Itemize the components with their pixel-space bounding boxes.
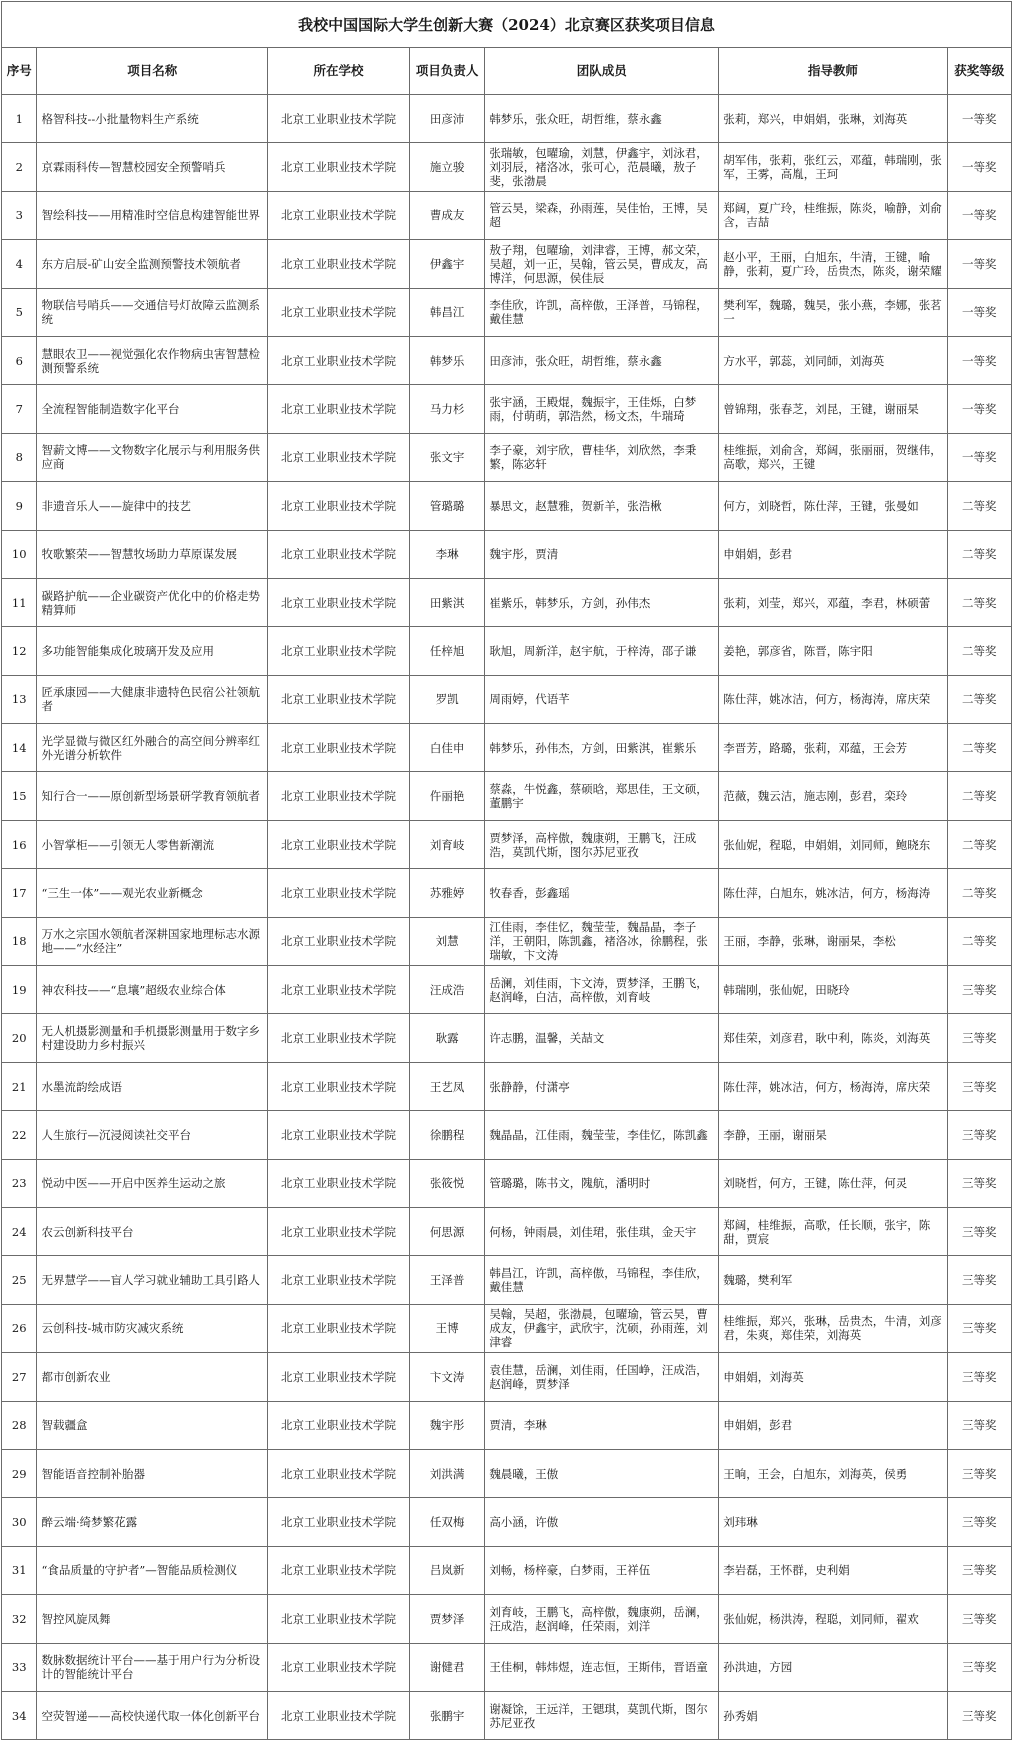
project-name-cell: 都市创新农业 xyxy=(37,1353,268,1401)
project-leader-cell: 张鹏宇 xyxy=(409,1691,484,1739)
project-leader-cell: 汪成浩 xyxy=(409,966,484,1014)
project-leader-cell: 罗凯 xyxy=(409,675,484,723)
project-name-cell: 知行合一——原创新型场景研学教育领航者 xyxy=(37,772,268,820)
row-index-cell: 7 xyxy=(2,385,37,433)
school-cell: 北京工业职业技术学院 xyxy=(268,1256,410,1304)
instructors-cell: 姜艳，郭彦省，陈晋，陈宇阳 xyxy=(719,627,947,675)
team-members-cell: 张静静，付潇亭 xyxy=(485,1062,719,1110)
award-level-cell: 二等奖 xyxy=(947,772,1011,820)
team-members-cell: 管璐璐，陈书文，隗航，潘明时 xyxy=(485,1159,719,1207)
award-level-cell: 二等奖 xyxy=(947,820,1011,868)
award-level-cell: 三等奖 xyxy=(947,1401,1011,1449)
school-cell: 北京工业职业技术学院 xyxy=(268,336,410,384)
award-level-cell: 一等奖 xyxy=(947,191,1011,239)
project-name-cell: “三生一体”——观光农业新概念 xyxy=(37,869,268,917)
team-members-cell: 管云昊，梁森，孙雨莲，吴佳怡，王博，吴超 xyxy=(485,191,719,239)
instructors-cell: 张仙妮，杨洪涛，程聪，刘同师，翟欢 xyxy=(719,1595,947,1643)
award-level-cell: 三等奖 xyxy=(947,1691,1011,1739)
project-name-cell: 格智科技--小批量物料生产系统 xyxy=(37,95,268,143)
award-level-cell: 三等奖 xyxy=(947,1111,1011,1159)
row-index-cell: 26 xyxy=(2,1304,37,1352)
team-members-cell: 牧春香，彭鑫瑶 xyxy=(485,869,719,917)
table-row xyxy=(2,1498,1012,1546)
header-col-instructors: 指导教师 xyxy=(719,48,947,95)
award-level-cell: 二等奖 xyxy=(947,869,1011,917)
award-level-cell: 二等奖 xyxy=(947,627,1011,675)
table-row xyxy=(2,385,1012,433)
team-members-cell: 王佳桐，韩炜煜，连志恒，王斯伟，晋语童 xyxy=(485,1643,719,1691)
school-cell: 北京工业职业技术学院 xyxy=(268,1014,410,1062)
project-name-cell: 悦动中医——开启中医养生运动之旅 xyxy=(37,1159,268,1207)
team-members-cell: 江佳雨，李佳忆，魏莹莹，魏晶晶，李子洋，王朝阳，陈凯鑫，褚洛冰，徐鹏程，张瑞敏，卞文涛 xyxy=(485,917,719,965)
project-leader-cell: 仵丽艳 xyxy=(409,772,484,820)
row-index-cell: 1 xyxy=(2,95,37,143)
table-row xyxy=(2,1595,1012,1643)
project-leader-cell: 刘洪满 xyxy=(409,1449,484,1497)
project-leader-cell: 施立骏 xyxy=(409,143,484,191)
header-col-leader: 项目负责人 xyxy=(409,48,484,95)
row-index-cell: 10 xyxy=(2,530,37,578)
project-leader-cell: 王博 xyxy=(409,1304,484,1352)
table-row xyxy=(2,917,1012,965)
instructors-cell: 樊利军，魏璐，魏昊，张小燕，李娜，张茗一 xyxy=(719,288,947,336)
project-leader-cell: 耿露 xyxy=(409,1014,484,1062)
team-members-cell: 韩梦乐，张众旺，胡哲维，蔡永鑫 xyxy=(485,95,719,143)
project-name-cell: 云创科技-城市防灾减灾系统 xyxy=(37,1304,268,1352)
award-level-cell: 三等奖 xyxy=(947,1353,1011,1401)
row-index-cell: 24 xyxy=(2,1207,37,1255)
row-index-cell: 17 xyxy=(2,869,37,917)
school-cell: 北京工业职业技术学院 xyxy=(268,1207,410,1255)
team-members-cell: 周雨婷，代语芊 xyxy=(485,675,719,723)
school-cell: 北京工业职业技术学院 xyxy=(268,724,410,772)
team-members-cell: 魏晶晶，江佳雨，魏莹莹，李佳忆，陈凯鑫 xyxy=(485,1111,719,1159)
header-col-index: 序号 xyxy=(2,48,37,95)
award-level-cell: 一等奖 xyxy=(947,336,1011,384)
award-level-cell: 二等奖 xyxy=(947,482,1011,530)
instructors-cell: 方水平，郭蕊，刘同師，刘海英 xyxy=(719,336,947,384)
school-cell: 北京工业职业技术学院 xyxy=(268,1111,410,1159)
school-cell: 北京工业职业技术学院 xyxy=(268,966,410,1014)
instructors-cell: 李静，王丽，谢丽杲 xyxy=(719,1111,947,1159)
table-row xyxy=(2,1062,1012,1110)
project-leader-cell: 韩梦乐 xyxy=(409,336,484,384)
table-title: 我校中国国际大学生创新大赛（2024）北京赛区获奖项目信息 xyxy=(2,2,1012,48)
project-leader-cell: 吕岚新 xyxy=(409,1546,484,1594)
table-row xyxy=(2,869,1012,917)
project-leader-cell: 贾梦泽 xyxy=(409,1595,484,1643)
row-index-cell: 2 xyxy=(2,143,37,191)
school-cell: 北京工业职业技术学院 xyxy=(268,1159,410,1207)
project-leader-cell: 伊鑫宇 xyxy=(409,240,484,288)
project-name-cell: 京霖雨科传—智慧校园安全预警哨兵 xyxy=(37,143,268,191)
table-row xyxy=(2,336,1012,384)
award-level-cell: 一等奖 xyxy=(947,288,1011,336)
award-table xyxy=(1,1,1012,1740)
instructors-cell: 桂维振，郑兴，张琳，岳贵杰，牛清，刘彦君，朱爽，郑佳荣，刘海英 xyxy=(719,1304,947,1352)
instructors-cell: 张莉，郑兴，申娟娟，张琳，刘海英 xyxy=(719,95,947,143)
school-cell: 北京工业职业技术学院 xyxy=(268,1498,410,1546)
instructors-cell: 桂维振，刘俞含，郑阔，张丽丽，贺继伟，高歌，郑兴，王键 xyxy=(719,433,947,481)
instructors-cell: 何方，刘晓哲，陈仕萍，王键，张曼如 xyxy=(719,482,947,530)
instructors-cell: 范薇，魏云洁，施志刚，彭君，栾玲 xyxy=(719,772,947,820)
award-level-cell: 一等奖 xyxy=(947,95,1011,143)
row-index-cell: 6 xyxy=(2,336,37,384)
instructors-cell: 陈仕萍，白旭东，姚冰洁，何方，杨海涛 xyxy=(719,869,947,917)
team-members-cell: 刘畅，杨梓豪，白梦雨，王祥伍 xyxy=(485,1546,719,1594)
table-row xyxy=(2,772,1012,820)
table-row xyxy=(2,1401,1012,1449)
project-name-cell: 无人机摄影测量和手机摄影测量用于数字乡村建设助力乡村振兴 xyxy=(37,1014,268,1062)
instructors-cell: 申娟娟，彭君 xyxy=(719,530,947,578)
project-name-cell: 牧歌繁荣——智慧牧场助力草原谋发展 xyxy=(37,530,268,578)
team-members-cell: 田彦沛，张众旺，胡哲维，蔡永鑫 xyxy=(485,336,719,384)
project-leader-cell: 苏雅婷 xyxy=(409,869,484,917)
row-index-cell: 22 xyxy=(2,1111,37,1159)
table-row xyxy=(2,1643,1012,1691)
row-index-cell: 13 xyxy=(2,675,37,723)
award-level-cell: 三等奖 xyxy=(947,1304,1011,1352)
school-cell: 北京工业职业技术学院 xyxy=(268,95,410,143)
team-members-cell: 岳澜，刘佳雨，卞文涛，贾梦泽，王鹏飞，赵润峰，白洁，高梓傲，刘育岐 xyxy=(485,966,719,1014)
team-members-cell: 敖子翔，包曜瑜，刘津睿，王博，郝文荣，吴超，刘一正，吴翰，管云昊，曹成友，高博洋，何思源，侯佳辰 xyxy=(485,240,719,288)
row-index-cell: 20 xyxy=(2,1014,37,1062)
table-row xyxy=(2,482,1012,530)
table-row xyxy=(2,288,1012,336)
header-col-award-level: 获奖等级 xyxy=(947,48,1011,95)
table-row xyxy=(2,530,1012,578)
school-cell: 北京工业职业技术学院 xyxy=(268,675,410,723)
school-cell: 北京工业职业技术学院 xyxy=(268,530,410,578)
project-leader-cell: 张文宇 xyxy=(409,433,484,481)
team-members-cell: 谢凝馀，王远洋，王锶琪，莫凯代斯，图尔苏尼亚孜 xyxy=(485,1691,719,1739)
school-cell: 北京工业职业技术学院 xyxy=(268,578,410,626)
team-members-cell: 李佳欣，许凯，高梓傲，王泽普，马锦程，戴佳慧 xyxy=(485,288,719,336)
project-leader-cell: 徐鹏程 xyxy=(409,1111,484,1159)
team-members-cell: 刘育岐，王鹏飞，高梓傲，魏康朔，岳澜，汪成浩，赵润峰，任荣雨，刘洋 xyxy=(485,1595,719,1643)
row-index-cell: 4 xyxy=(2,240,37,288)
row-index-cell: 21 xyxy=(2,1062,37,1110)
team-members-cell: 魏宇彤，贾清 xyxy=(485,530,719,578)
award-level-cell: 三等奖 xyxy=(947,1256,1011,1304)
project-name-cell: 物联信号哨兵——交通信号灯故障云监测系统 xyxy=(37,288,268,336)
row-index-cell: 5 xyxy=(2,288,37,336)
team-members-cell: 蔡淼，牛悦鑫，蔡硕晗，郑思佳，王文硕，董鹏宇 xyxy=(485,772,719,820)
award-level-cell: 二等奖 xyxy=(947,578,1011,626)
instructors-cell: 胡军伟，张莉，张红云，邓蕴，韩瑞刚，张军，王雾，高胤，王珂 xyxy=(719,143,947,191)
row-index-cell: 25 xyxy=(2,1256,37,1304)
instructors-cell: 郑佳荣，刘彦君，耿中利，陈炎，刘海英 xyxy=(719,1014,947,1062)
project-leader-cell: 田彦沛 xyxy=(409,95,484,143)
school-cell: 北京工业职业技术学院 xyxy=(268,1595,410,1643)
row-index-cell: 28 xyxy=(2,1401,37,1449)
row-index-cell: 31 xyxy=(2,1546,37,1594)
row-index-cell: 32 xyxy=(2,1595,37,1643)
project-leader-cell: 管璐璐 xyxy=(409,482,484,530)
school-cell: 北京工业职业技术学院 xyxy=(268,240,410,288)
table-row xyxy=(2,966,1012,1014)
instructors-cell: 孙秀娟 xyxy=(719,1691,947,1739)
row-index-cell: 11 xyxy=(2,578,37,626)
table-row xyxy=(2,95,1012,143)
instructors-cell: 孙洪迪，方园 xyxy=(719,1643,947,1691)
team-members-cell: 高小涵，许傲 xyxy=(485,1498,719,1546)
project-leader-cell: 张筱悦 xyxy=(409,1159,484,1207)
instructors-cell: 刘玮琳 xyxy=(719,1498,947,1546)
project-leader-cell: 谢健君 xyxy=(409,1643,484,1691)
school-cell: 北京工业职业技术学院 xyxy=(268,433,410,481)
project-name-cell: 小智掌柜——引领无人零售新潮流 xyxy=(37,820,268,868)
school-cell: 北京工业职业技术学院 xyxy=(268,1062,410,1110)
row-index-cell: 29 xyxy=(2,1449,37,1497)
award-level-cell: 二等奖 xyxy=(947,675,1011,723)
school-cell: 北京工业职业技术学院 xyxy=(268,869,410,917)
project-name-cell: 智载疆盒 xyxy=(37,1401,268,1449)
school-cell: 北京工业职业技术学院 xyxy=(268,917,410,965)
project-name-cell: 碳路护航——企业碳资产优化中的价格走势精算师 xyxy=(37,578,268,626)
table-row xyxy=(2,724,1012,772)
team-members-cell: 暴思文，赵慧雅，贺新羊，张浩楸 xyxy=(485,482,719,530)
table-row xyxy=(2,1207,1012,1255)
project-leader-cell: 任双梅 xyxy=(409,1498,484,1546)
instructors-cell: 陈仕萍，姚冰洁，何方，杨海涛，席庆荣 xyxy=(719,675,947,723)
school-cell: 北京工业职业技术学院 xyxy=(268,1449,410,1497)
project-leader-cell: 刘育岐 xyxy=(409,820,484,868)
team-members-cell: 耿旭，周新洋，赵宇航，于梓涛，邵子谦 xyxy=(485,627,719,675)
award-level-cell: 一等奖 xyxy=(947,385,1011,433)
award-level-cell: 二等奖 xyxy=(947,917,1011,965)
award-level-cell: 二等奖 xyxy=(947,530,1011,578)
table-row xyxy=(2,191,1012,239)
project-leader-cell: 王艺凤 xyxy=(409,1062,484,1110)
school-cell: 北京工业职业技术学院 xyxy=(268,143,410,191)
table-row xyxy=(2,1449,1012,1497)
award-level-cell: 三等奖 xyxy=(947,1546,1011,1594)
table-row xyxy=(2,1256,1012,1304)
school-cell: 北京工业职业技术学院 xyxy=(268,772,410,820)
team-members-cell: 贾梦泽，高梓傲，魏康朔，王鹏飞，汪成浩，莫凯代斯，图尔苏尼亚孜 xyxy=(485,820,719,868)
instructors-cell: 陈仕萍，姚冰洁，何方，杨海涛，席庆荣 xyxy=(719,1062,947,1110)
award-level-cell: 三等奖 xyxy=(947,1643,1011,1691)
table-row xyxy=(2,1691,1012,1739)
table-row xyxy=(2,1159,1012,1207)
row-index-cell: 8 xyxy=(2,433,37,481)
project-name-cell: 无界慧学——盲人学习就业辅助工具引路人 xyxy=(37,1256,268,1304)
school-cell: 北京工业职业技术学院 xyxy=(268,482,410,530)
row-index-cell: 3 xyxy=(2,191,37,239)
project-leader-cell: 卞文涛 xyxy=(409,1353,484,1401)
header-col-project-name: 项目名称 xyxy=(37,48,268,95)
project-name-cell: 多功能智能集成化玻璃开发及应用 xyxy=(37,627,268,675)
row-index-cell: 23 xyxy=(2,1159,37,1207)
row-index-cell: 34 xyxy=(2,1691,37,1739)
instructors-cell: 王晌，王会，白旭东，刘海英，侯勇 xyxy=(719,1449,947,1497)
instructors-cell: 刘晓哲，何方，王键，陈仕萍，何灵 xyxy=(719,1159,947,1207)
row-index-cell: 19 xyxy=(2,966,37,1014)
school-cell: 北京工业职业技术学院 xyxy=(268,1353,410,1401)
team-members-cell: 张宇涵，王殿焜，魏振宇，王佳烁，白梦雨，付萌萌，郭浩然，杨文杰，牛瑞琦 xyxy=(485,385,719,433)
school-cell: 北京工业职业技术学院 xyxy=(268,1691,410,1739)
table-row xyxy=(2,1304,1012,1352)
table-row xyxy=(2,627,1012,675)
project-leader-cell: 魏宇彤 xyxy=(409,1401,484,1449)
row-index-cell: 16 xyxy=(2,820,37,868)
row-index-cell: 9 xyxy=(2,482,37,530)
instructors-cell: 魏璐，樊利军 xyxy=(719,1256,947,1304)
team-members-cell: 韩昌江，许凯，高梓傲，马锦程，李佳欣，戴佳慧 xyxy=(485,1256,719,1304)
award-level-cell: 三等奖 xyxy=(947,1207,1011,1255)
project-name-cell: 全流程智能制造数字化平台 xyxy=(37,385,268,433)
school-cell: 北京工业职业技术学院 xyxy=(268,627,410,675)
table-head xyxy=(2,2,1012,95)
team-members-cell: 李子豪，刘宇欣，曹桂华，刘欣然，李秉繁，陈宓轩 xyxy=(485,433,719,481)
award-level-cell: 一等奖 xyxy=(947,433,1011,481)
project-name-cell: 慧眼农卫——视觉强化农作物病虫害智慧检测预警系统 xyxy=(37,336,268,384)
instructors-cell: 张莉，刘莹，郑兴，邓蕴，李君，林硕蕾 xyxy=(719,578,947,626)
row-index-cell: 12 xyxy=(2,627,37,675)
project-name-cell: 万水之宗国水领航者深耕国家地理标志水源地——“水经注” xyxy=(37,917,268,965)
project-name-cell: 农云创新科技平台 xyxy=(37,1207,268,1255)
instructors-cell: 李岩磊，王怀群，史利娟 xyxy=(719,1546,947,1594)
header-col-school: 所在学校 xyxy=(268,48,410,95)
project-name-cell: 空荧智递——高校快递代取一体化创新平台 xyxy=(37,1691,268,1739)
school-cell: 北京工业职业技术学院 xyxy=(268,288,410,336)
project-name-cell: 醉云端·绮梦繁花露 xyxy=(37,1498,268,1546)
award-level-cell: 三等奖 xyxy=(947,1062,1011,1110)
school-cell: 北京工业职业技术学院 xyxy=(268,1304,410,1352)
school-cell: 北京工业职业技术学院 xyxy=(268,191,410,239)
row-index-cell: 30 xyxy=(2,1498,37,1546)
project-name-cell: 东方启辰-矿山安全监测预警技术领航者 xyxy=(37,240,268,288)
table-row xyxy=(2,1546,1012,1594)
project-leader-cell: 刘慧 xyxy=(409,917,484,965)
header-row xyxy=(2,48,1012,95)
school-cell: 北京工业职业技术学院 xyxy=(268,385,410,433)
instructors-cell: 郑阔，夏广玲，桂维振，陈炎，喻静，刘俞含，吉喆 xyxy=(719,191,947,239)
school-cell: 北京工业职业技术学院 xyxy=(268,1643,410,1691)
project-name-cell: 神农科技——“息壤”超级农业综合体 xyxy=(37,966,268,1014)
project-leader-cell: 曹成友 xyxy=(409,191,484,239)
award-level-cell: 三等奖 xyxy=(947,1014,1011,1062)
team-members-cell: 张瑞敏，包曜瑜，刘慧，伊鑫宇，刘泳君，刘羽辰，褚洛冰，张可心，范晨曦，敖子斐，张渤晨 xyxy=(485,143,719,191)
table-row xyxy=(2,1014,1012,1062)
project-name-cell: 非遗音乐人——旋律中的技艺 xyxy=(37,482,268,530)
team-members-cell: 吴翰，吴超，张渤晨，包曜瑜，管云昊，曹成友，伊鑫宇，武欣宇，沈硕，孙雨莲，刘津睿 xyxy=(485,1304,719,1352)
team-members-cell: 魏晨曦，王傲 xyxy=(485,1449,719,1497)
award-level-cell: 三等奖 xyxy=(947,1449,1011,1497)
award-level-cell: 三等奖 xyxy=(947,966,1011,1014)
row-index-cell: 27 xyxy=(2,1353,37,1401)
team-members-cell: 韩梦乐，孙伟杰，方剑，田紫淇，崔紫乐 xyxy=(485,724,719,772)
project-leader-cell: 何思源 xyxy=(409,1207,484,1255)
award-level-cell: 三等奖 xyxy=(947,1498,1011,1546)
school-cell: 北京工业职业技术学院 xyxy=(268,820,410,868)
project-name-cell: 智控风旋凤舞 xyxy=(37,1595,268,1643)
table-row xyxy=(2,240,1012,288)
project-name-cell: 水墨流韵绘成语 xyxy=(37,1062,268,1110)
school-cell: 北京工业职业技术学院 xyxy=(268,1401,410,1449)
table-row xyxy=(2,143,1012,191)
project-leader-cell: 任梓旭 xyxy=(409,627,484,675)
instructors-cell: 赵小平，王丽，白旭东，牛清，王键，喻静，张莉，夏广玲，岳贵杰，陈炎，谢荣耀 xyxy=(719,240,947,288)
row-index-cell: 14 xyxy=(2,724,37,772)
award-level-cell: 三等奖 xyxy=(947,1159,1011,1207)
project-name-cell: 光学显微与微区红外融合的高空间分辨率红外光谱分析软件 xyxy=(37,724,268,772)
project-leader-cell: 田紫淇 xyxy=(409,578,484,626)
project-leader-cell: 李琳 xyxy=(409,530,484,578)
award-level-cell: 一等奖 xyxy=(947,143,1011,191)
project-name-cell: 智薪文博——文物数字化展示与利用服务供应商 xyxy=(37,433,268,481)
table-row xyxy=(2,1353,1012,1401)
team-members-cell: 何杨，钟雨晨，刘佳珺，张佳琪，金天宇 xyxy=(485,1207,719,1255)
team-members-cell: 许志鹏，温馨，关喆文 xyxy=(485,1014,719,1062)
instructors-cell: 李晋芳，路璐，张莉，邓蕴，王会芳 xyxy=(719,724,947,772)
row-index-cell: 15 xyxy=(2,772,37,820)
table-row xyxy=(2,820,1012,868)
table-body xyxy=(2,95,1012,1740)
instructors-cell: 韩瑞刚，张仙妮，田晓玲 xyxy=(719,966,947,1014)
project-name-cell: 数脉数据统计平台——基于用户行为分析设计的智能统计平台 xyxy=(37,1643,268,1691)
project-leader-cell: 白佳申 xyxy=(409,724,484,772)
table-row xyxy=(2,578,1012,626)
project-leader-cell: 王泽普 xyxy=(409,1256,484,1304)
project-leader-cell: 马力杉 xyxy=(409,385,484,433)
table-row xyxy=(2,675,1012,723)
header-col-team-members: 团队成员 xyxy=(485,48,719,95)
team-members-cell: 崔紫乐，韩梦乐，方剑，孙伟杰 xyxy=(485,578,719,626)
award-level-cell: 一等奖 xyxy=(947,240,1011,288)
row-index-cell: 33 xyxy=(2,1643,37,1691)
project-name-cell: 智能语音控制补胎器 xyxy=(37,1449,268,1497)
instructors-cell: 张仙妮，程聪，申娟娟，刘同师，鲍晓东 xyxy=(719,820,947,868)
project-name-cell: “食品质量的守护者”—智能品质检测仪 xyxy=(37,1546,268,1594)
project-name-cell: 智绘科技——用精准时空信息构建智能世界 xyxy=(37,191,268,239)
instructors-cell: 王丽，李静，张琳，谢丽杲，李松 xyxy=(719,917,947,965)
row-index-cell: 18 xyxy=(2,917,37,965)
project-name-cell: 人生旅行—沉浸阅读社交平台 xyxy=(37,1111,268,1159)
table-row xyxy=(2,433,1012,481)
table-row xyxy=(2,1111,1012,1159)
award-level-cell: 二等奖 xyxy=(947,724,1011,772)
team-members-cell: 袁佳慧，岳澜，刘佳雨，任国峥，汪成浩，赵润峰，贾梦泽 xyxy=(485,1353,719,1401)
award-level-cell: 三等奖 xyxy=(947,1595,1011,1643)
instructors-cell: 申娟娟，彭君 xyxy=(719,1401,947,1449)
school-cell: 北京工业职业技术学院 xyxy=(268,1546,410,1594)
instructors-cell: 郑阔，桂维振，高歌，任长顺，张宇，陈甜，贾宸 xyxy=(719,1207,947,1255)
instructors-cell: 申娟娟，刘海英 xyxy=(719,1353,947,1401)
project-name-cell: 匠承康园——大健康非遗特色民宿公社领航者 xyxy=(37,675,268,723)
project-leader-cell: 韩昌江 xyxy=(409,288,484,336)
team-members-cell: 贾清，李琳 xyxy=(485,1401,719,1449)
instructors-cell: 曾锦翔，张春芝，刘昆，王键，谢丽杲 xyxy=(719,385,947,433)
